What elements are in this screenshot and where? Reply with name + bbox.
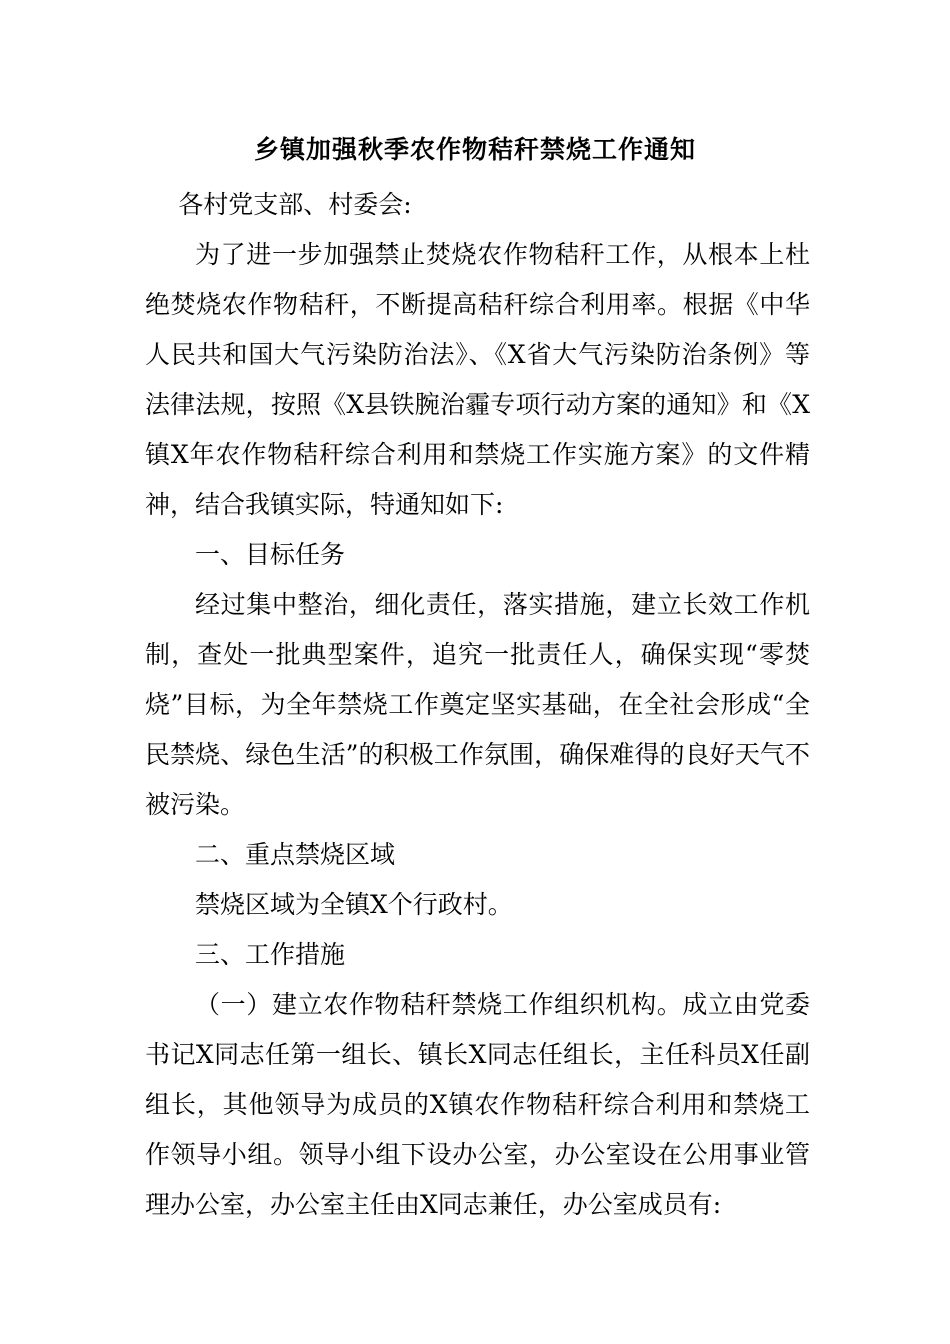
salutation: 各村党支部、村委会: xyxy=(178,190,412,219)
section-heading-goals: 一、目标任务 xyxy=(195,540,346,569)
paragraph-measures: （一）建立农作物秸秆禁烧工作组织机构。成立由党委书记X同志任第一组长、镇长X同志任组长，主任科员X任副组长，其他领导为成员的X镇农作物秸秆综合利用和禁烧工作领导小组。领导小组下设办公室，办公室设在公用事业管理办公室，办公室主任由X同志兼任，办公室成员有: xyxy=(145,990,810,1219)
paragraph-intro: 为了进一步加强禁止焚烧农作物秸秆工作，从根本上杜绝焚烧农作物秸秆，不断提高秸秆综合利用率。根据《中华人民共和国大气污染防治法》、《X省大气污染防治条例》等法律法规，按照《X县铁腕治霾专项行动方案的通知》和《X镇X年农作物秸秆综合利用和禁烧工作实施方案》的文件精神，结合我镇实际，特通知如下: xyxy=(145,240,810,519)
document-body xyxy=(145,180,810,1230)
paragraph-areas: 禁烧区域为全镇X个行政村。 xyxy=(195,890,513,919)
paragraph-goals: 经过集中整治，细化责任，落实措施，建立长效工作机制，查处一批典型案件，追究一批责任人，确保实现“零焚烧”目标，为全年禁烧工作奠定坚实基础，在全社会形成“全民禁烧、绿色生活”的积极工作氛围，确保难得的良好天气不被污染。 xyxy=(145,590,810,819)
section-heading-measures: 三、工作措施 xyxy=(195,940,346,969)
section-heading-areas: 二、重点禁烧区域 xyxy=(195,840,396,869)
document-title: 乡镇加强秋季农作物秸秆禁烧工作通知 xyxy=(253,135,696,164)
